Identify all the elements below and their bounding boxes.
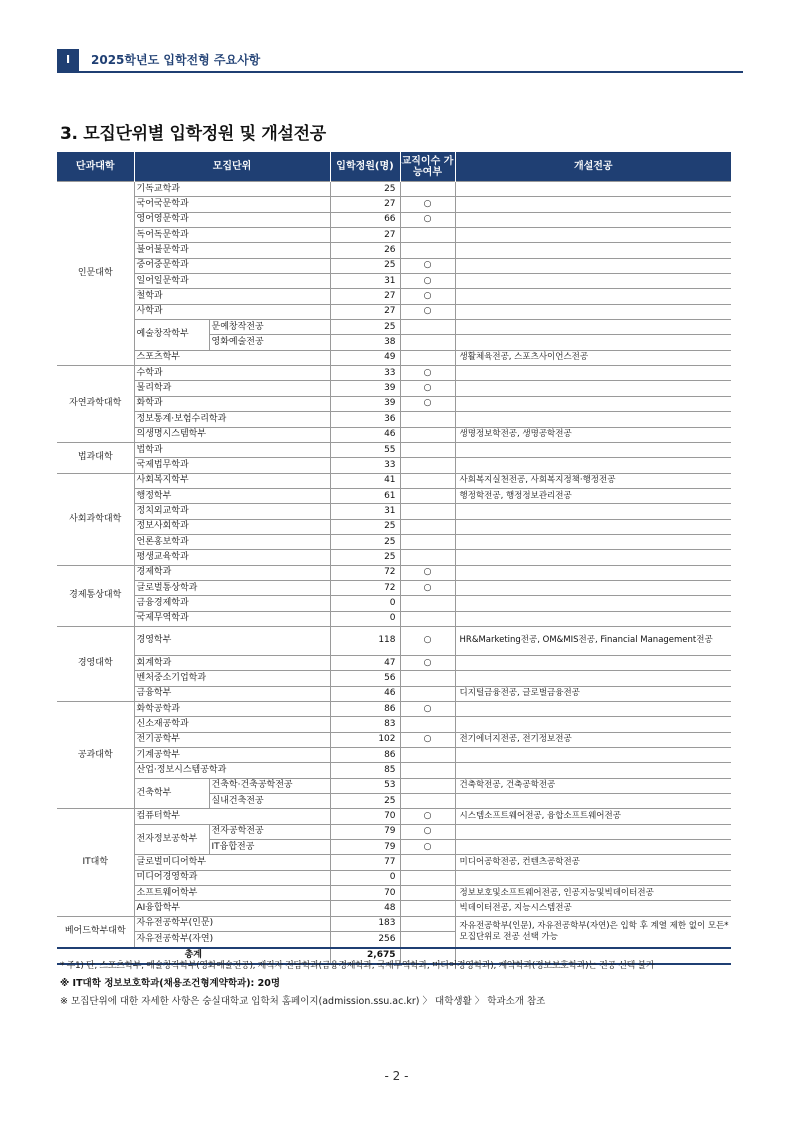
- major-list: [455, 458, 731, 473]
- table-row: [57, 350, 731, 365]
- unit-name: 글로벌미디어학부: [134, 855, 330, 870]
- major-list: [455, 304, 731, 319]
- table-row: [57, 274, 731, 289]
- unit-name: 스포츠학부: [134, 350, 330, 365]
- unit-name: 법학과: [134, 442, 330, 457]
- capacity-value: 70: [330, 886, 400, 901]
- unit-name: AI융합학부: [134, 901, 330, 916]
- unit-name: 회계학과: [134, 655, 330, 670]
- teaching-mark: [400, 763, 455, 778]
- capacity-value: 53: [330, 778, 400, 793]
- capacity-value: 41: [330, 473, 400, 488]
- unit-name: 화학공학과: [134, 702, 330, 717]
- table-row: [57, 519, 731, 534]
- table-row: [57, 381, 731, 396]
- table-row: [57, 901, 731, 916]
- capacity-value: 183: [330, 916, 400, 931]
- table-row: [57, 611, 731, 626]
- capacity-value: 72: [330, 565, 400, 580]
- table-row: [57, 809, 731, 824]
- table-row: [57, 732, 731, 747]
- note-3: ※ 모집단위에 대한 자세한 사항은 숭실대학교 입학처 홈페이지(admission.ssu.ac.kr) 〉 대학생활 〉 학과소개 참조: [60, 996, 546, 1007]
- major-list: [455, 534, 731, 549]
- table-row: [57, 778, 731, 793]
- college-name: 인문대학: [57, 182, 134, 366]
- capacity-value: 86: [330, 702, 400, 717]
- note-2: ※ IT대학 정보보호학과(채용조건형계약학과): 20명: [60, 978, 281, 989]
- teaching-mark: [400, 886, 455, 901]
- major-list: 미디어공학전공, 컨텐츠공학전공: [455, 855, 731, 870]
- header-title: 2025학년도 입학전형 주요사항: [91, 53, 261, 67]
- teaching-mark: [400, 748, 455, 763]
- college-name: 자연과학대학: [57, 366, 134, 443]
- unit-name: 국제법무학과: [134, 458, 330, 473]
- table-row: [57, 855, 731, 870]
- teaching-mark: [400, 519, 455, 534]
- table-row: [57, 243, 731, 258]
- unit-name: 벤처중소기업학과: [134, 671, 330, 686]
- major-list: [455, 274, 731, 289]
- unit-name: 산업·정보시스템공학과: [134, 763, 330, 778]
- capacity-value: 46: [330, 427, 400, 442]
- major-list: 행정학전공, 행정정보관리전공: [455, 488, 731, 503]
- table-row: [57, 412, 731, 427]
- capacity-value: 38: [330, 335, 400, 350]
- table-row: [57, 671, 731, 686]
- total-value: 2,675: [330, 948, 400, 964]
- unit-name: 건축학부: [134, 778, 209, 809]
- major-list: [455, 611, 731, 626]
- major-list: [455, 243, 731, 258]
- capacity-value: 70: [330, 809, 400, 824]
- page-header: [57, 49, 743, 73]
- major-list: [455, 870, 731, 885]
- teaching-mark: [400, 412, 455, 427]
- table-row: [57, 870, 731, 885]
- capacity-value: 27: [330, 197, 400, 212]
- capacity-value: 0: [330, 870, 400, 885]
- unit-name: 경영학부: [134, 626, 330, 655]
- table-row: [57, 717, 731, 732]
- header-capacity: 입학정원(명): [330, 152, 400, 182]
- unit-name: 영어영문학과: [134, 212, 330, 227]
- unit-name: 전기공학부: [134, 732, 330, 747]
- major-list: [455, 671, 731, 686]
- unit-name: 신소재공학과: [134, 717, 330, 732]
- major-list: [455, 289, 731, 304]
- major-list: [455, 442, 731, 457]
- teaching-mark: ○: [400, 289, 455, 304]
- header-majors: 개설전공: [455, 152, 731, 182]
- table-row: [57, 304, 731, 319]
- table-row: [57, 289, 731, 304]
- unit-name: 글로벌통상학과: [134, 580, 330, 595]
- unit-name: 철학과: [134, 289, 330, 304]
- unit-name: 전자정보공학부: [134, 824, 209, 855]
- major-list: [455, 197, 731, 212]
- table-row: [57, 565, 731, 580]
- table-row: [57, 258, 731, 273]
- unit-name: 정보사회학과: [134, 519, 330, 534]
- table-row: [57, 212, 731, 227]
- major-list: [455, 596, 731, 611]
- table-row: [57, 366, 731, 381]
- table-row: [57, 534, 731, 549]
- major-list: HR&Marketing전공, OM&MIS전공, Financial Management전공: [455, 626, 731, 655]
- sub-unit-name: 전자공학전공: [209, 824, 330, 839]
- unit-name: 언론홍보학과: [134, 534, 330, 549]
- teaching-mark: [400, 427, 455, 442]
- unit-name: 금융학부: [134, 686, 330, 701]
- teaching-mark: [400, 855, 455, 870]
- college-name: IT대학: [57, 809, 134, 916]
- page-number: - 2 -: [384, 1069, 409, 1083]
- capacity-value: 79: [330, 824, 400, 839]
- table-row: [57, 182, 731, 197]
- teaching-mark: ○: [400, 824, 455, 839]
- teaching-mark: [400, 717, 455, 732]
- teaching-mark: [400, 916, 455, 931]
- table-row: [57, 824, 731, 839]
- college-name: 경제통상대학: [57, 565, 134, 626]
- capacity-value: 39: [330, 381, 400, 396]
- teaching-mark: [400, 611, 455, 626]
- sub-unit-name: 문예창작전공: [209, 320, 330, 335]
- capacity-value: 46: [330, 686, 400, 701]
- teaching-mark: [400, 686, 455, 701]
- teaching-mark: [400, 228, 455, 243]
- major-list: [455, 182, 731, 197]
- major-list: [455, 840, 731, 855]
- capacity-value: 0: [330, 611, 400, 626]
- total-label: 총계: [57, 948, 330, 964]
- note-1: * 주1) 단, 스포츠학부, 예술창작학부(영화예술전공), 재직자 전담학과(금융경제학과, 국제무역학과, 미디어경영학과), 계약학과(정보보호학과)는 전공 선택 불가: [60, 961, 655, 971]
- unit-name: 컴퓨터학부: [134, 809, 330, 824]
- table-row: [57, 748, 731, 763]
- unit-name: 독어독문학과: [134, 228, 330, 243]
- unit-name: 정보통계·보험수리학과: [134, 412, 330, 427]
- capacity-value: 55: [330, 442, 400, 457]
- teaching-mark: [400, 473, 455, 488]
- teaching-mark: [400, 778, 455, 793]
- teaching-mark: ○: [400, 274, 455, 289]
- enrollment-table: [57, 152, 731, 965]
- capacity-value: 25: [330, 519, 400, 534]
- teaching-mark: ○: [400, 212, 455, 227]
- teaching-mark: [400, 458, 455, 473]
- unit-name: 의생명시스템학부: [134, 427, 330, 442]
- college-name: 경영대학: [57, 626, 134, 701]
- capacity-value: 48: [330, 901, 400, 916]
- capacity-value: 33: [330, 458, 400, 473]
- major-list: 디지털금융전공, 글로벌금융전공: [455, 686, 731, 701]
- capacity-value: 49: [330, 350, 400, 365]
- major-list: [455, 396, 731, 411]
- unit-name: 경제학과: [134, 565, 330, 580]
- table-row: [57, 458, 731, 473]
- capacity-value: 36: [330, 412, 400, 427]
- teaching-mark: [400, 504, 455, 519]
- capacity-value: 25: [330, 550, 400, 565]
- table-header-row: [57, 152, 731, 182]
- college-name: 법과대학: [57, 442, 134, 473]
- unit-name: 금융경제학과: [134, 596, 330, 611]
- major-list: 사회복지실천전공, 사회복지정책·행정전공: [455, 473, 731, 488]
- sub-unit-name: IT융합전공: [209, 840, 330, 855]
- major-list: [455, 412, 731, 427]
- teaching-mark: ○: [400, 580, 455, 595]
- capacity-value: 26: [330, 243, 400, 258]
- capacity-value: 25: [330, 182, 400, 197]
- major-list: [455, 381, 731, 396]
- major-list: [455, 565, 731, 580]
- teaching-mark: ○: [400, 381, 455, 396]
- table-row: [57, 473, 731, 488]
- major-list: [455, 320, 731, 335]
- unit-name: 예술창작학부: [134, 320, 209, 351]
- major-list: 생명정보학전공, 생명공학전공: [455, 427, 731, 442]
- major-list: 시스템소프트웨어전공, 융합소프트웨어전공: [455, 809, 731, 824]
- major-list: [455, 748, 731, 763]
- table-row: [57, 488, 731, 503]
- unit-name: 수학과: [134, 366, 330, 381]
- major-list: [455, 212, 731, 227]
- capacity-value: 27: [330, 304, 400, 319]
- teaching-mark: ○: [400, 655, 455, 670]
- table-row: [57, 596, 731, 611]
- capacity-value: 79: [330, 840, 400, 855]
- teaching-mark: ○: [400, 626, 455, 655]
- teaching-mark: [400, 671, 455, 686]
- unit-name: 일어일문학과: [134, 274, 330, 289]
- capacity-value: 102: [330, 732, 400, 747]
- major-list: [455, 335, 731, 350]
- major-list: 정보보호및소프트웨어전공, 인공지능및빅데이터전공: [455, 886, 731, 901]
- college-name: 사회과학대학: [57, 473, 134, 565]
- header-teaching: 교직이수 가능여부: [400, 152, 455, 182]
- section-title: 3. 모집단위별 입학정원 및 개설전공: [60, 124, 326, 144]
- major-list: [455, 228, 731, 243]
- teaching-mark: ○: [400, 732, 455, 747]
- unit-name: 물리학과: [134, 381, 330, 396]
- unit-name: 미디어경영학과: [134, 870, 330, 885]
- capacity-value: 72: [330, 580, 400, 595]
- teaching-mark: ○: [400, 197, 455, 212]
- unit-name: 기계공학부: [134, 748, 330, 763]
- capacity-value: 83: [330, 717, 400, 732]
- teaching-mark: [400, 534, 455, 549]
- unit-name: 사회복지학부: [134, 473, 330, 488]
- capacity-value: 25: [330, 258, 400, 273]
- capacity-value: 61: [330, 488, 400, 503]
- teaching-mark: [400, 901, 455, 916]
- college-name: 공과대학: [57, 702, 134, 809]
- unit-name: 사학과: [134, 304, 330, 319]
- table-row: [57, 320, 731, 335]
- teaching-mark: [400, 182, 455, 197]
- teaching-mark: [400, 550, 455, 565]
- major-list: 자유전공학부(인문), 자유전공학부(자연)은 입학 후 계열 제한 없이 모든* 모집단위로 전공 선택 가능: [455, 916, 731, 947]
- teaching-mark: [400, 794, 455, 809]
- unit-name: 자유전공학부(자연): [134, 932, 330, 948]
- table-row: [57, 626, 731, 655]
- teaching-mark: ○: [400, 809, 455, 824]
- sub-unit-name: 건축학·건축공학전공: [209, 778, 330, 793]
- teaching-mark: ○: [400, 258, 455, 273]
- major-list: [455, 580, 731, 595]
- unit-name: 화학과: [134, 396, 330, 411]
- teaching-mark: ○: [400, 702, 455, 717]
- teaching-mark: [400, 350, 455, 365]
- table-row: [57, 427, 731, 442]
- notes: [60, 957, 750, 1011]
- table-row: [57, 396, 731, 411]
- unit-name: 국어국문학과: [134, 197, 330, 212]
- teaching-mark: [400, 335, 455, 350]
- teaching-mark: ○: [400, 565, 455, 580]
- capacity-value: 118: [330, 626, 400, 655]
- teaching-mark: ○: [400, 304, 455, 319]
- capacity-value: 0: [330, 596, 400, 611]
- table-row: [57, 916, 731, 931]
- major-list: [455, 519, 731, 534]
- table-row: [57, 228, 731, 243]
- table-row: [57, 504, 731, 519]
- major-list: 건축학전공, 건축공학전공: [455, 778, 731, 793]
- unit-name: 행정학부: [134, 488, 330, 503]
- major-list: [455, 717, 731, 732]
- capacity-value: 86: [330, 748, 400, 763]
- header-college: 단과대학: [57, 152, 134, 182]
- unit-name: 자유전공학부(인문): [134, 916, 330, 931]
- capacity-value: 27: [330, 289, 400, 304]
- table-row: [57, 686, 731, 701]
- capacity-value: 56: [330, 671, 400, 686]
- major-list: [455, 550, 731, 565]
- table-row: [57, 442, 731, 457]
- sub-unit-name: 실내건축전공: [209, 794, 330, 809]
- sub-unit-name: 영화예술전공: [209, 335, 330, 350]
- unit-name: 기독교학과: [134, 182, 330, 197]
- capacity-value: 25: [330, 794, 400, 809]
- major-list: 빅데이터전공, 지능시스템전공: [455, 901, 731, 916]
- teaching-mark: [400, 596, 455, 611]
- unit-name: 소프트웨어학부: [134, 886, 330, 901]
- capacity-value: 66: [330, 212, 400, 227]
- major-list: [455, 258, 731, 273]
- table-row: [57, 197, 731, 212]
- teaching-mark: ○: [400, 840, 455, 855]
- major-list: 생활체육전공, 스포츠사이언스전공: [455, 350, 731, 365]
- capacity-value: 39: [330, 396, 400, 411]
- unit-name: 정치외교학과: [134, 504, 330, 519]
- table-row: [57, 886, 731, 901]
- capacity-value: 256: [330, 932, 400, 948]
- table-body: [57, 182, 731, 964]
- major-list: [455, 504, 731, 519]
- table-row: [57, 655, 731, 670]
- unit-name: 중어중문학과: [134, 258, 330, 273]
- teaching-mark: [400, 442, 455, 457]
- college-name: 베어드학부대학: [57, 916, 134, 947]
- table-row: [57, 580, 731, 595]
- major-list: [455, 655, 731, 670]
- major-list: 전기에너지전공, 전기정보전공: [455, 732, 731, 747]
- chapter-marker: I: [57, 49, 79, 71]
- unit-name: 국제무역학과: [134, 611, 330, 626]
- unit-name: 불어불문학과: [134, 243, 330, 258]
- teaching-mark: ○: [400, 396, 455, 411]
- major-list: [455, 763, 731, 778]
- capacity-value: 31: [330, 504, 400, 519]
- table-row: [57, 702, 731, 717]
- teaching-mark: [400, 870, 455, 885]
- table-row: [57, 550, 731, 565]
- major-list: [455, 824, 731, 839]
- major-list: [455, 366, 731, 381]
- capacity-value: 31: [330, 274, 400, 289]
- capacity-value: 77: [330, 855, 400, 870]
- capacity-value: 25: [330, 534, 400, 549]
- capacity-value: 47: [330, 655, 400, 670]
- major-list: [455, 794, 731, 809]
- capacity-value: 25: [330, 320, 400, 335]
- teaching-mark: [400, 243, 455, 258]
- teaching-mark: ○: [400, 366, 455, 381]
- teaching-mark: [400, 932, 455, 948]
- capacity-value: 27: [330, 228, 400, 243]
- teaching-mark: [400, 488, 455, 503]
- capacity-value: 85: [330, 763, 400, 778]
- capacity-value: 33: [330, 366, 400, 381]
- table-row: [57, 763, 731, 778]
- major-list: [455, 702, 731, 717]
- unit-name: 평생교육학과: [134, 550, 330, 565]
- header-unit: 모집단위: [134, 152, 330, 182]
- teaching-mark: [400, 320, 455, 335]
